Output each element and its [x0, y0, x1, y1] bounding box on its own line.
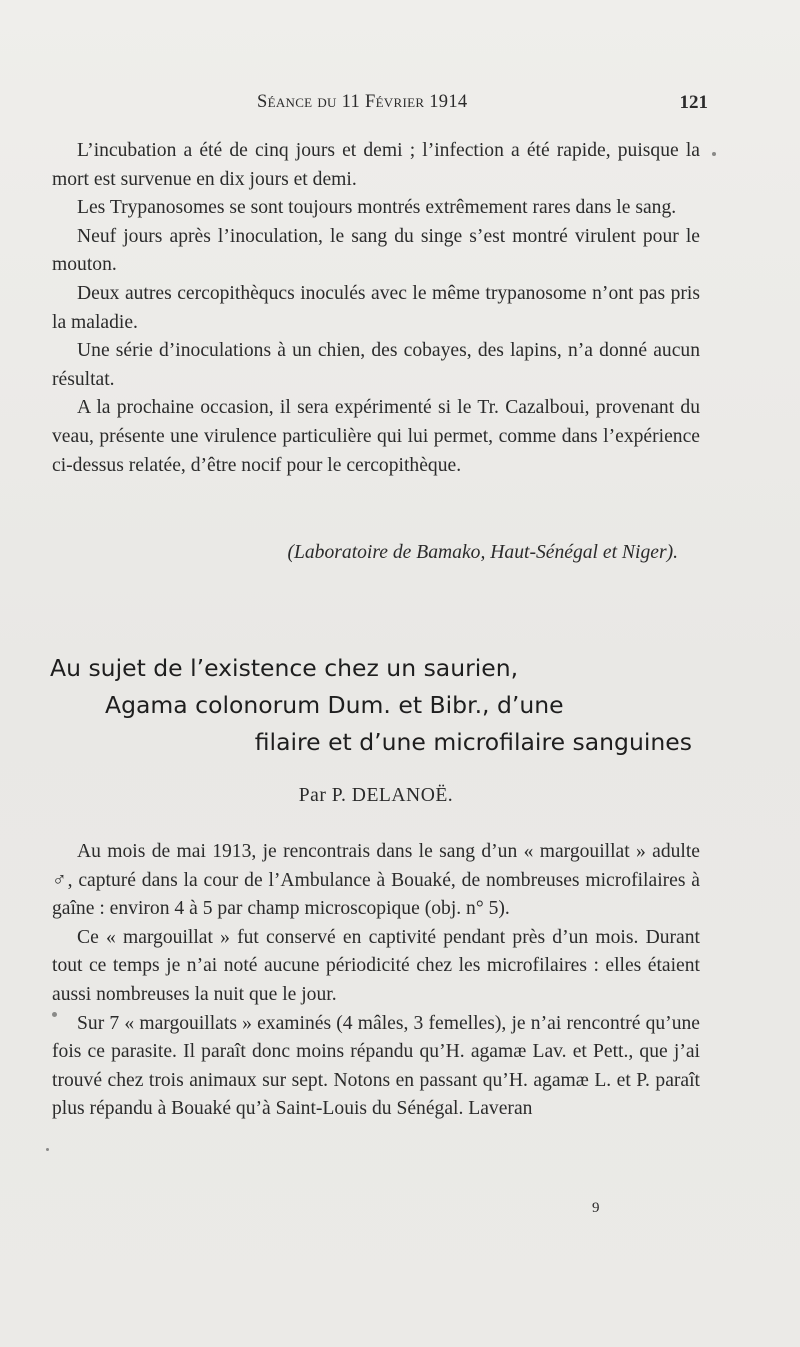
paragraph: Ce « margouillat » fut conservé en captivité pendant près d’un mois. Durant tout ce temps je n’ai noté aucune périodicité chez les microfilaires : elles étaient aussi nombreuses la nuit que le jour. [52, 926, 700, 1005]
page-number: 121 [679, 92, 708, 113]
article-title-line: Au sujet de l’existence chez un saurien, [50, 654, 519, 682]
article-title-line: Agama colonorum Dum. et Bibr., d’une [105, 691, 564, 719]
article-title-line: filaire et d’une microfilaire sanguines [254, 728, 692, 756]
paragraph: L’incubation a été de cinq jours et demi ; l’infection a été rapide, puisque la mort est survenue en dix jours et demi. [52, 140, 700, 190]
paper-speck [52, 1012, 57, 1017]
signature-mark: 9 [592, 1200, 600, 1216]
article-title [50, 650, 700, 761]
paragraph: A la prochaine occasion, il sera expérimenté si le Tr. Cazalboui, provenant du veau, présente une virulence particulière qui lui permet, comme dans l’expérience ci-dessus relatée, d’être nocif pour le cercopithèque. [52, 397, 700, 476]
paper-speck [712, 152, 716, 156]
paragraph: Neuf jours après l’inoculation, le sang du singe s’est montré virulent pour le mouton. [52, 225, 700, 276]
paragraph: Les Trypanosomes se sont toujours montrés extrêmement rares dans le sang. [77, 197, 677, 219]
previous-article-text [52, 137, 700, 480]
laboratory-signature: (Laboratoire de Bamako, Haut-Sénégal et Niger). [287, 542, 678, 563]
paragraph: Sur 7 « margouillats » examinés (4 mâles, 3 femelles), je n’ai rencontré qu’une fois ce parasite. Il paraît donc moins répandu qu’H. agamæ Lav. et Pett., que j’ai trouvé chez trois animaux sur sept. Notons en passant qu’H. agamæ L. et P. paraît plus répandu à Bouaké qu’à Saint-Louis du Sénégal. Laveran [52, 1012, 700, 1120]
paper-speck [46, 1148, 49, 1151]
paragraph: Une série d’inoculations à un chien, des cobayes, des lapins, n’a donné aucun résultat. [52, 340, 700, 390]
paragraph: Au mois de mai 1913, je rencontrais dans le sang d’un « margouillat » adulte ♂, capturé dans la cour de l’Ambulance à Bouaké, de nombreuses microfilaires à gaîne : environ 4 à 5 par champ microscopique (obj. n° 5). [52, 841, 700, 920]
running-title: Séance du 11 Février 1914 [257, 92, 468, 112]
author-byline: Par P. DELANOË. [298, 785, 454, 806]
article-body [52, 838, 700, 1124]
running-header [52, 88, 708, 118]
paragraph: Deux autres cercopithèqucs inoculés avec le même trypanosome n’ont pas pris la maladie. [52, 282, 700, 333]
